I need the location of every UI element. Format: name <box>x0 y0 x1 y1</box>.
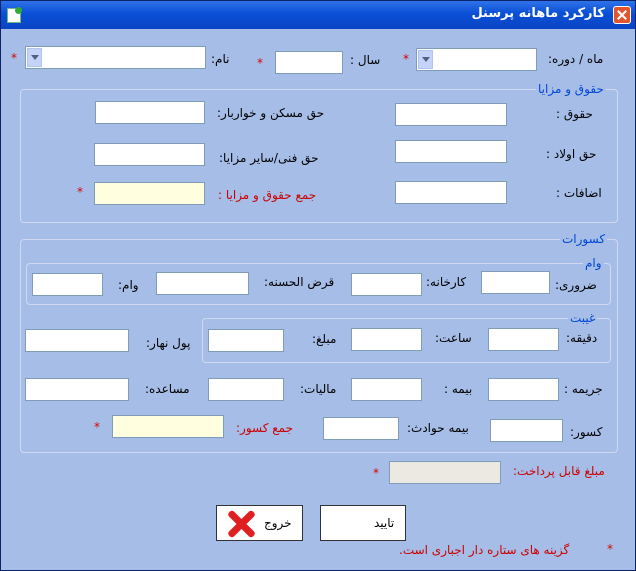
child-label: حق اولاد : <box>546 147 597 161</box>
confirm-button-label: تایید <box>374 516 395 530</box>
housing-input[interactable] <box>95 101 205 124</box>
technical-input[interactable] <box>94 143 205 166</box>
deductions-group-title: کسورات <box>562 232 606 246</box>
period-select[interactable] <box>416 48 537 71</box>
tax-label: مالیات: <box>300 382 337 396</box>
period-label: ماه / دوره: <box>548 52 604 66</box>
benefits-total-field <box>94 182 205 205</box>
technical-label: حق فنی/سایر مزایا: <box>219 151 319 165</box>
loan-input[interactable] <box>32 273 103 296</box>
absence-group-title: غیبت <box>570 311 596 325</box>
minute-label: دقیقه: <box>566 331 598 345</box>
accident-label: بیمه حوادث: <box>407 421 469 435</box>
housing-label: حق مسکن و خواربار: <box>217 106 325 120</box>
urgent-loan-input[interactable] <box>481 271 550 294</box>
lunch-label: پول نهار: <box>146 336 191 350</box>
absence-amount-input[interactable] <box>208 329 284 352</box>
assistance-input[interactable] <box>25 378 129 401</box>
factory-loan-input[interactable] <box>351 273 422 296</box>
payable-amount-field <box>389 461 501 484</box>
required-mark: * <box>94 420 100 434</box>
red-x-icon <box>226 509 256 539</box>
tax-input[interactable] <box>208 378 284 401</box>
salary-input[interactable] <box>395 103 507 126</box>
deduct-label: کسور: <box>570 425 603 439</box>
absence-minute-input[interactable] <box>488 328 559 351</box>
deduct-input[interactable] <box>490 419 563 442</box>
required-mark: * <box>403 52 409 66</box>
absence-hour-input[interactable] <box>351 328 422 351</box>
benefits-group-title: حقوق و مزایا <box>538 82 604 96</box>
app-icon <box>7 8 21 23</box>
name-select[interactable] <box>25 46 206 69</box>
qard-label: قرض الحسنه: <box>264 275 335 289</box>
deductions-total-label: جمع کسور: <box>236 421 294 435</box>
amount-label: مبلغ: <box>312 332 337 346</box>
factory-label: کارخانه: <box>426 275 467 289</box>
exit-button-label: خروج <box>264 516 292 530</box>
assistance-label: مساعده: <box>145 382 190 396</box>
chevron-down-icon[interactable] <box>27 48 42 67</box>
insurance-label: بیمه : <box>444 382 473 396</box>
child-allowance-input[interactable] <box>395 140 507 163</box>
required-mark: * <box>607 542 613 556</box>
urgent-label: ضروری: <box>555 278 597 292</box>
required-mark: * <box>11 51 17 65</box>
hour-label: ساعت: <box>435 331 472 345</box>
required-note: گزینه های ستاره دار اجباری است. <box>399 543 570 557</box>
exit-button[interactable] <box>216 505 303 541</box>
name-label: نام: <box>211 52 230 66</box>
close-icon[interactable] <box>613 6 631 24</box>
salary-label: حقوق : <box>556 107 593 121</box>
required-mark: * <box>77 185 83 199</box>
year-input[interactable] <box>275 51 343 74</box>
fine-label: جریمه : <box>564 382 603 396</box>
title-bar <box>1 1 635 29</box>
payable-label: مبلغ قابل پرداخت: <box>513 464 605 478</box>
window-title: کارکرد ماهانه پرسنل <box>471 6 605 21</box>
fine-input[interactable] <box>488 378 559 401</box>
confirm-button[interactable] <box>320 505 406 541</box>
overtime-label: اضافات : <box>556 186 602 200</box>
required-mark: * <box>373 466 379 480</box>
accident-insurance-input[interactable] <box>323 417 399 440</box>
benefits-total-label: جمع حقوق و مزایا : <box>218 188 317 202</box>
qard-loan-input[interactable] <box>156 272 249 295</box>
lunch-money-input[interactable] <box>25 329 129 352</box>
year-label: سال : <box>350 53 381 67</box>
required-mark: * <box>257 56 263 70</box>
deductions-total-field <box>112 415 224 438</box>
overtime-input[interactable] <box>395 181 507 204</box>
insurance-input[interactable] <box>351 378 422 401</box>
loan-group-title: وام <box>585 256 602 270</box>
loan-label: وام: <box>118 278 139 292</box>
chevron-down-icon[interactable] <box>418 50 433 69</box>
